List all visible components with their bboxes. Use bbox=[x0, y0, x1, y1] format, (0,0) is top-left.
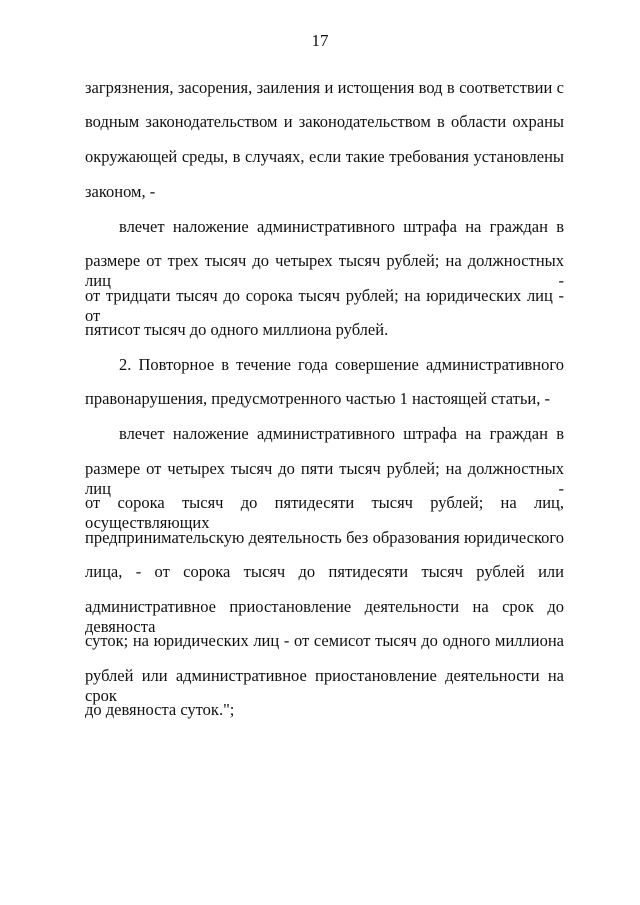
text-line: предпринимательскую деятельность без образования юридического bbox=[85, 528, 564, 547]
page-number: 17 bbox=[311, 31, 329, 50]
text-line: окружающей среды, в случаях, если такие требования установлены bbox=[85, 147, 564, 166]
text-line: административное приостановление деятельности на срок до девяноста bbox=[85, 597, 564, 636]
text-line: влечет наложение административного штрафа на граждан в bbox=[119, 424, 564, 443]
text-line: пятисот тысяч до одного миллиона рублей. bbox=[85, 320, 389, 339]
text-line: рублей или административное приостановление деятельности на срок bbox=[85, 666, 564, 705]
text-line: размере от трех тысяч до четырех тысяч рублей; на должностных лиц - bbox=[85, 251, 564, 290]
text-line: от тридцати тысяч до сорока тысяч рублей; на юридических лиц - от bbox=[85, 286, 564, 325]
text-line: от сорока тысяч до пятидесяти тысяч рублей; на лиц, осуществляющих bbox=[85, 493, 564, 532]
text-line: 2. Повторное в течение года совершение административного bbox=[119, 355, 564, 374]
text-line: размере от четырех тысяч до пяти тысяч рублей; на должностных лиц - bbox=[85, 459, 564, 498]
text-line: водным законодательством и законодательством в области охраны bbox=[85, 112, 564, 131]
text-line: законом, - bbox=[85, 182, 156, 201]
text-line: влечет наложение административного штрафа на граждан в bbox=[119, 217, 564, 236]
text-line: до девяноста суток."; bbox=[85, 700, 235, 719]
text-line: суток; на юридических лиц - от семисот тысяч до одного миллиона bbox=[85, 631, 564, 650]
text-line: лица, - от сорока тысяч до пятидесяти тысяч рублей или bbox=[85, 562, 564, 581]
text-line: загрязнения, засорения, заиления и истощения вод в соответствии с bbox=[85, 78, 564, 97]
text-line: правонарушения, предусмотренного частью 1 настоящей статьи, - bbox=[85, 389, 550, 408]
